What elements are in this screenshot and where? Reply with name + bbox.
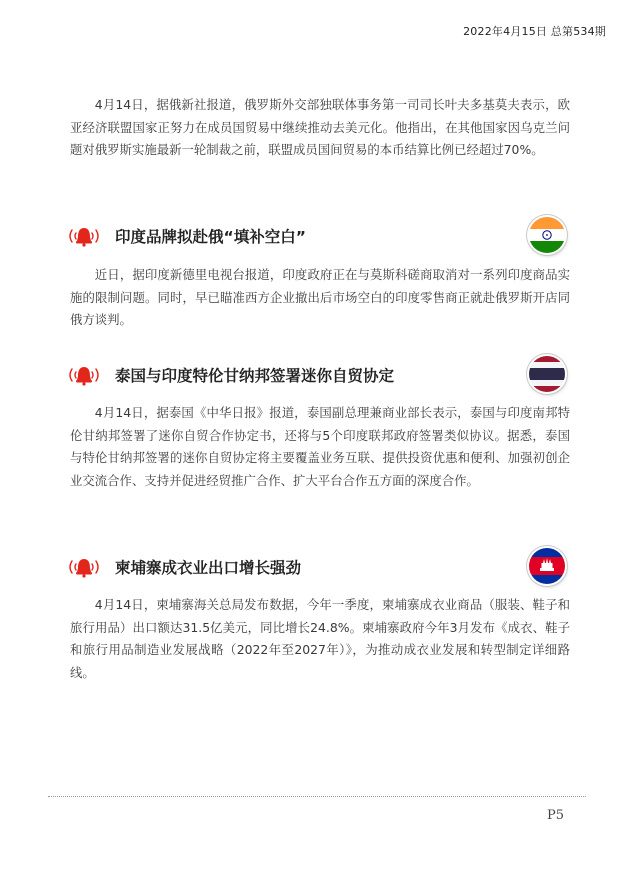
india-flag-icon — [529, 217, 565, 253]
section-title: 泰国与印度特伦甘纳邦签署迷你自贸协定 — [115, 367, 395, 385]
thailand-flag-icon — [529, 356, 565, 392]
section-heading-india — [66, 217, 566, 257]
cambodia-flag-icon — [529, 548, 565, 584]
section-body-cambodia: 4月14日，柬埔寨海关总局发布数据，今年一季度，柬埔寨成衣业商品（服装、鞋子和旅行用品）出口额达31.5亿美元，同比增长24.8%。柬埔寨政府今年3月发布《成衣、鞋子和旅行用品制造业发展战略（2022年至2027年）》，为推动成衣业发展和转型制定详细路线。 — [70, 597, 570, 680]
section-title: 柬埔寨成衣业出口增长强劲 — [115, 559, 302, 577]
issue-date-header: 2022年4月15日 总第534期 — [463, 25, 606, 38]
footer-divider — [48, 796, 586, 797]
page-number: P5 — [546, 808, 564, 823]
section-heading-cambodia — [66, 548, 566, 588]
section-body-india: 近日，据印度新德里电视台报道，印度政府正在与莫斯科磋商取消对一系列印度商品实施的限制问题。同时，早已瞄准西方企业撤出后市场空白的印度零售商正就赴俄罗斯开店同俄方谈判。 — [70, 267, 570, 328]
alarm-bell-icon — [66, 364, 102, 386]
alarm-bell-icon — [66, 556, 102, 578]
section-heading-thailand — [66, 356, 566, 396]
section-title: 印度品牌拟赴俄“填补空白” — [115, 228, 306, 246]
intro-paragraph: 4月14日，据俄新社报道，俄罗斯外交部独联体事务第一司司长叶夫多基莫夫表示，欧亚经济联盟国家正努力在成员国贸易中继续推动去美元化。他指出，在其他国家因乌克兰问题对俄罗斯实施最新一轮制裁之前，联盟成员国间贸易的本币结算比例已经超过70%。 — [70, 97, 570, 158]
alarm-bell-icon — [66, 225, 102, 247]
section-body-thailand: 4月14日，据泰国《中华日报》报道，泰国副总理兼商业部长表示，泰国与印度南邦特伦甘纳邦签署了迷你自贸合作协定书，还将与5个印度联邦政府签署类似协议。据悉，泰国与特伦甘纳邦签署的迷你自贸协定将主要覆盖业务互联、提供投资优惠和便利、加强初创企业交流合作、支持并促进经贸推广合作、扩大平台合作五方面的深度合作。 — [70, 405, 570, 488]
